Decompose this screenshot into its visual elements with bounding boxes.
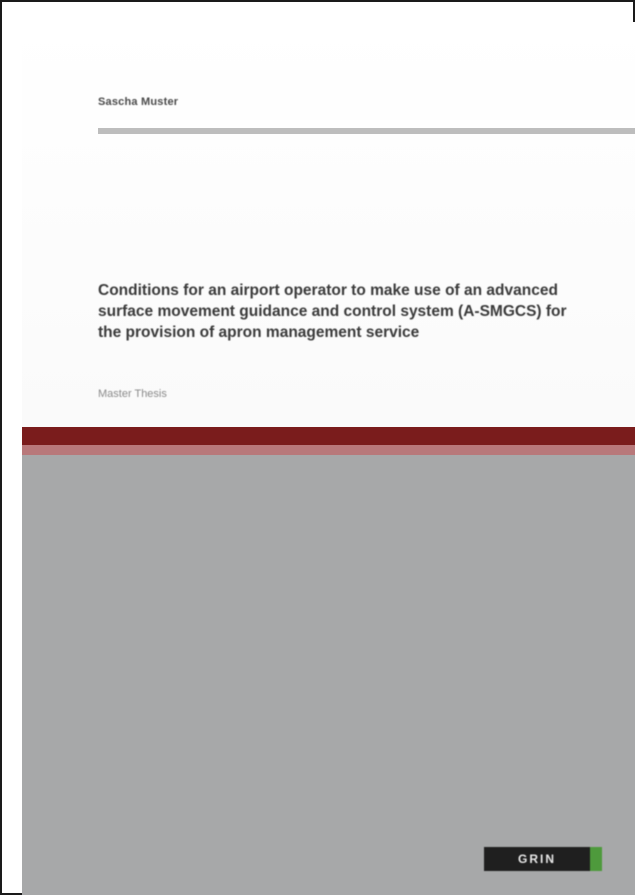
- publisher-logo-accent: [590, 847, 602, 871]
- cover-bottom-panel: [22, 455, 635, 895]
- cover-band-light: [22, 445, 635, 455]
- book-cover: [22, 22, 635, 895]
- book-subtitle: Master Thesis: [98, 388, 167, 400]
- publisher-name: GRIN: [484, 847, 590, 871]
- cover-top-panel: [22, 22, 635, 432]
- book-title: Conditions for an airport operator to make use of an advanced surface movement guidance and control system (A-SMGCS) for the provision of apron management service: [98, 282, 567, 341]
- author-name: Sascha Muster: [98, 96, 179, 108]
- grin-logo-icon: [484, 847, 602, 871]
- cover-band-dark: [22, 427, 635, 445]
- author-divider: [98, 128, 635, 134]
